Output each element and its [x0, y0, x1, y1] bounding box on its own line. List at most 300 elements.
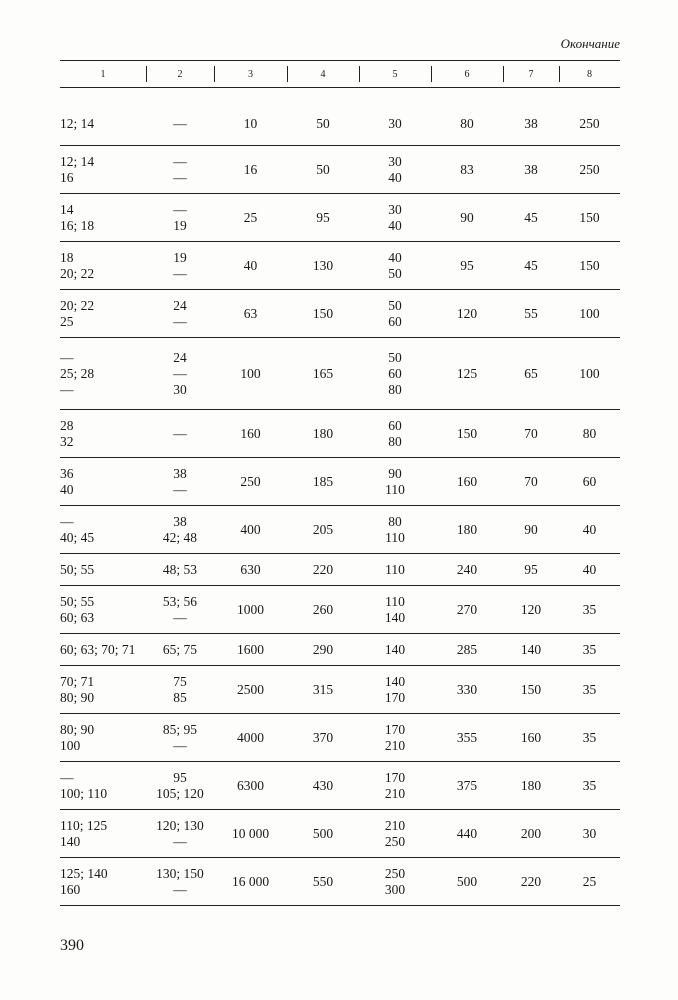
cell-line: —: [60, 769, 74, 785]
table-cell-col-8: [559, 666, 620, 714]
cell-line: 32: [60, 433, 74, 449]
table-cell-col-3: [214, 810, 287, 858]
cell-line: 42; 48: [162, 529, 198, 545]
table-cell-col-4: [287, 290, 359, 338]
cell-line: 260: [312, 601, 334, 617]
table-cell-col-3: [214, 506, 287, 554]
table-cell-col-5: [359, 290, 431, 338]
column-header-3: 3: [214, 61, 287, 88]
cell-line: 550: [312, 873, 334, 889]
cell-line: 500: [312, 825, 334, 841]
cell-line: —: [173, 313, 187, 329]
cell-line: 140: [384, 609, 406, 625]
cell-line: 100: [579, 305, 600, 321]
table-cell-col-7: [503, 586, 559, 634]
cell-line: 60; 63; 70; 71: [60, 641, 136, 657]
table-row: [60, 554, 620, 586]
cell-line: 38: [173, 513, 187, 529]
table-cell-col-5: [359, 194, 431, 242]
cell-line: 250: [384, 865, 406, 881]
table-cell-col-4: [287, 714, 359, 762]
table-cell-col-8: [559, 458, 620, 506]
cell-line: 160: [456, 473, 478, 489]
table-cell-col-1: [60, 714, 146, 762]
cell-line: 110: [385, 593, 405, 609]
table-cell-col-2: [146, 506, 214, 554]
cell-line: 80: [460, 115, 474, 131]
cell-line: —: [173, 153, 187, 169]
cell-line: 430: [312, 777, 334, 793]
cell-line: 185: [312, 473, 334, 489]
table-cell-col-2: [146, 762, 214, 810]
cell-line: 30: [173, 381, 187, 397]
cell-line: 30: [388, 115, 402, 131]
table-cell-col-4: [287, 810, 359, 858]
table-cell-col-3: [214, 338, 287, 410]
cell-line: 19: [173, 217, 187, 233]
cell-line: 120; 130: [156, 817, 204, 833]
table-row: [60, 506, 620, 554]
table-cell-col-7: [503, 634, 559, 666]
table-cell-col-5: [359, 88, 431, 146]
cell-line: 60: [388, 365, 402, 381]
cell-line: 170: [384, 721, 406, 737]
cell-line: 110: [385, 529, 405, 545]
table-cell-col-1: [60, 586, 146, 634]
cell-line: 210: [384, 785, 406, 801]
cell-line: 130: [312, 257, 334, 273]
cell-line: 24: [173, 297, 187, 313]
table-cell-col-1: [60, 194, 146, 242]
column-header-6: 6: [431, 61, 503, 88]
cell-line: 53; 56: [162, 593, 198, 609]
cell-line: 35: [582, 681, 597, 697]
table-cell-col-3: [214, 242, 287, 290]
table-cell-col-8: [559, 554, 620, 586]
table-cell-col-1: [60, 666, 146, 714]
column-header-4: 4: [287, 61, 359, 88]
cell-line: 80; 90: [60, 689, 95, 705]
table-cell-col-8: [559, 146, 620, 194]
table-cell-col-3: [214, 666, 287, 714]
table-cell-col-6: [431, 146, 503, 194]
cell-line: 40: [243, 257, 258, 273]
cell-line: 60; 63: [60, 609, 95, 625]
table-cell-col-4: [287, 858, 359, 906]
cell-line: 4000: [237, 729, 264, 745]
table-cell-col-7: [503, 410, 559, 458]
cell-line: 250: [579, 115, 600, 131]
cell-line: 40: [582, 561, 597, 577]
cell-line: 35: [582, 601, 597, 617]
cell-line: 630: [240, 561, 261, 577]
table-cell-col-6: [431, 506, 503, 554]
table-row: [60, 810, 620, 858]
table-cell-col-2: [146, 88, 214, 146]
table-row: [60, 634, 620, 666]
table-cell-col-5: [359, 338, 431, 410]
table-cell-col-6: [431, 858, 503, 906]
table-cell-col-4: [287, 146, 359, 194]
table-cell-col-7: [503, 88, 559, 146]
table-cell-col-7: [503, 714, 559, 762]
table-cell-col-5: [359, 554, 431, 586]
table-cell-col-5: [359, 242, 431, 290]
cell-line: 55: [524, 305, 538, 321]
column-header-2: 2: [146, 61, 214, 88]
cell-line: 16: [243, 161, 258, 177]
table-cell-col-7: [503, 666, 559, 714]
cell-line: 150: [520, 681, 542, 697]
table-row: [60, 458, 620, 506]
cell-line: 220: [312, 561, 334, 577]
cell-line: 110: [385, 481, 405, 497]
table-cell-col-2: [146, 338, 214, 410]
table-cell-col-5: [359, 458, 431, 506]
cell-line: 290: [312, 641, 334, 657]
cell-line: 40: [388, 217, 402, 233]
cell-line: 12; 14: [60, 115, 95, 131]
table-cell-col-8: [559, 714, 620, 762]
cell-line: 180: [312, 425, 334, 441]
cell-line: 24: [173, 349, 187, 365]
cell-line: 95: [460, 257, 474, 273]
cell-line: —: [173, 169, 187, 185]
cell-line: 80: [388, 433, 402, 449]
table-cell-col-3: [214, 88, 287, 146]
cell-line: 80; 90: [60, 721, 95, 737]
cell-line: 60: [388, 313, 402, 329]
cell-line: 300: [384, 881, 406, 897]
table-cell-col-1: [60, 762, 146, 810]
table-cell-col-3: [214, 586, 287, 634]
table-cell-col-2: [146, 242, 214, 290]
cell-line: 12; 14: [60, 153, 95, 169]
table-row: [60, 410, 620, 458]
cell-line: —: [173, 201, 187, 217]
table-cell-col-8: [559, 338, 620, 410]
cell-line: —: [60, 381, 74, 397]
table-row: [60, 714, 620, 762]
cell-line: 165: [312, 365, 334, 381]
cell-line: 440: [456, 825, 478, 841]
cell-line: 80: [582, 425, 597, 441]
table-cell-col-1: [60, 410, 146, 458]
table-row: [60, 194, 620, 242]
table-cell-col-7: [503, 458, 559, 506]
table-cell-col-7: [503, 554, 559, 586]
table-cell-col-2: [146, 554, 214, 586]
cell-line: 25: [582, 873, 597, 889]
cell-line: 500: [456, 873, 478, 889]
table-cell-col-1: [60, 290, 146, 338]
cell-line: 110; 125: [60, 817, 108, 833]
cell-line: 330: [456, 681, 478, 697]
cell-line: —: [173, 115, 187, 131]
table-cell-col-1: [60, 458, 146, 506]
column-header-1: 1: [60, 61, 146, 88]
table-cell-col-4: [287, 194, 359, 242]
table-cell-col-2: [146, 810, 214, 858]
cell-line: 10 000: [231, 825, 270, 841]
table-cell-col-4: [287, 634, 359, 666]
cell-line: —: [173, 365, 187, 381]
table-cell-col-8: [559, 88, 620, 146]
table-cell-col-5: [359, 146, 431, 194]
table-cell-col-7: [503, 242, 559, 290]
table-cell-col-4: [287, 410, 359, 458]
cell-line: —: [60, 513, 74, 529]
table-cell-col-1: [60, 634, 146, 666]
table-cell-col-1: [60, 810, 146, 858]
table-cell-col-4: [287, 506, 359, 554]
table-cell-col-5: [359, 858, 431, 906]
table-cell-col-8: [559, 634, 620, 666]
table-cell-col-2: [146, 194, 214, 242]
cell-line: 50; 55: [60, 593, 95, 609]
page-number: 390: [60, 937, 84, 954]
cell-line: 50: [388, 265, 402, 281]
table-cell-col-5: [359, 586, 431, 634]
cell-line: 270: [456, 601, 478, 617]
cell-line: —: [173, 265, 187, 281]
column-header-5: 5: [359, 61, 431, 88]
cell-line: 63: [243, 305, 258, 321]
cell-line: 50; 55: [60, 561, 95, 577]
cell-line: 125: [456, 365, 478, 381]
cell-line: 1600: [237, 641, 264, 657]
table-cell-col-7: [503, 290, 559, 338]
cell-line: 180: [520, 777, 542, 793]
cell-line: 14: [60, 201, 74, 217]
cell-line: 250: [579, 161, 600, 177]
table-row: [60, 242, 620, 290]
cell-line: 30: [388, 201, 402, 217]
table-cell-col-6: [431, 410, 503, 458]
table-cell-col-3: [214, 714, 287, 762]
table-body: [60, 88, 620, 906]
cell-line: 40: [388, 249, 402, 265]
cell-line: 20; 22: [60, 297, 95, 313]
cell-line: 110: [385, 561, 405, 577]
table-cell-col-5: [359, 762, 431, 810]
cell-line: 65; 75: [162, 641, 198, 657]
table-cell-col-8: [559, 586, 620, 634]
cell-line: 170: [384, 689, 406, 705]
cell-line: 210: [384, 737, 406, 753]
table-cell-col-3: [214, 762, 287, 810]
cell-line: 120: [456, 305, 478, 321]
table-cell-col-6: [431, 762, 503, 810]
cell-line: 160: [520, 729, 542, 745]
cell-line: 70: [524, 425, 538, 441]
table-cell-col-3: [214, 554, 287, 586]
cell-line: 370: [312, 729, 334, 745]
cell-line: 100; 110: [60, 785, 108, 801]
cell-line: 140: [60, 833, 81, 849]
table-cell-col-2: [146, 290, 214, 338]
cell-line: 70: [524, 473, 538, 489]
table-cell-col-4: [287, 338, 359, 410]
table-cell-col-2: [146, 634, 214, 666]
cell-line: 38: [173, 465, 187, 481]
cell-line: 1000: [237, 601, 264, 617]
cell-line: 120: [520, 601, 542, 617]
cell-line: 75: [173, 673, 187, 689]
table-cell-col-6: [431, 88, 503, 146]
cell-line: 250: [384, 833, 406, 849]
table-cell-col-4: [287, 458, 359, 506]
table-cell-col-7: [503, 810, 559, 858]
cell-line: 25; 28: [60, 365, 95, 381]
cell-line: 400: [240, 521, 261, 537]
cell-line: 90: [388, 465, 402, 481]
cell-line: 40: [60, 481, 74, 497]
table-cell-col-1: [60, 242, 146, 290]
table-cell-col-2: [146, 458, 214, 506]
cell-line: 45: [524, 209, 538, 225]
table-cell-col-2: [146, 858, 214, 906]
table-row: [60, 146, 620, 194]
table-cell-col-3: [214, 194, 287, 242]
cell-line: 35: [582, 777, 597, 793]
table-cell-col-1: [60, 88, 146, 146]
table-row: [60, 88, 620, 146]
table-cell-col-7: [503, 762, 559, 810]
cell-line: 100: [60, 737, 81, 753]
table-cell-col-3: [214, 410, 287, 458]
table-cell-col-8: [559, 290, 620, 338]
cell-line: 50: [388, 297, 402, 313]
table-cell-col-3: [214, 290, 287, 338]
cell-line: 45: [524, 257, 538, 273]
cell-line: 16: [60, 169, 74, 185]
cell-line: 10: [243, 115, 258, 131]
cell-line: 80: [388, 381, 402, 397]
table-cell-col-8: [559, 194, 620, 242]
cell-line: 30: [388, 153, 402, 169]
table-cell-col-4: [287, 554, 359, 586]
table-cell-col-5: [359, 714, 431, 762]
cell-line: —: [173, 881, 187, 897]
cell-line: 35: [582, 641, 597, 657]
table-cell-col-4: [287, 586, 359, 634]
table-cell-col-7: [503, 338, 559, 410]
table-cell-col-8: [559, 762, 620, 810]
table-cell-col-5: [359, 410, 431, 458]
cell-line: 40; 45: [60, 529, 95, 545]
cell-line: 250: [240, 473, 261, 489]
cell-line: 315: [312, 681, 334, 697]
table-cell-col-2: [146, 586, 214, 634]
table-cell-col-8: [559, 506, 620, 554]
table-cell-col-8: [559, 410, 620, 458]
cell-line: 240: [456, 561, 478, 577]
cell-line: 140: [520, 641, 542, 657]
table-cell-col-8: [559, 810, 620, 858]
cell-line: 90: [460, 209, 474, 225]
cell-line: 85: [173, 689, 187, 705]
table-cell-col-7: [503, 506, 559, 554]
cell-line: 140: [384, 673, 406, 689]
cell-line: 38: [524, 161, 538, 177]
cell-line: 50: [316, 161, 330, 177]
cell-line: 95: [316, 209, 330, 225]
table-cell-col-6: [431, 714, 503, 762]
cell-line: 100: [579, 365, 600, 381]
cell-line: 2500: [237, 681, 264, 697]
table-cell-col-4: [287, 88, 359, 146]
cell-line: 16 000: [231, 873, 270, 889]
cell-line: 140: [384, 641, 406, 657]
cell-line: —: [173, 425, 187, 441]
cell-line: 40: [388, 169, 402, 185]
table-row: [60, 586, 620, 634]
cell-line: 95: [524, 561, 538, 577]
table-row: [60, 338, 620, 410]
cell-line: 375: [456, 777, 478, 793]
table-cell-col-6: [431, 554, 503, 586]
cell-line: 18: [60, 249, 74, 265]
cell-line: 150: [456, 425, 478, 441]
table-cell-col-3: [214, 146, 287, 194]
table-cell-col-6: [431, 242, 503, 290]
table-cell-col-6: [431, 458, 503, 506]
cell-line: 20; 22: [60, 265, 95, 281]
cell-line: 210: [384, 817, 406, 833]
cell-line: 160: [60, 881, 81, 897]
cell-line: 65: [524, 365, 538, 381]
column-header-7: 7: [503, 61, 559, 88]
cell-line: 48; 53: [162, 561, 198, 577]
table-cell-col-6: [431, 634, 503, 666]
table-cell-col-4: [287, 242, 359, 290]
table-cell-col-3: [214, 858, 287, 906]
cell-line: 50: [388, 349, 402, 365]
cell-line: —: [173, 737, 187, 753]
cell-line: 150: [579, 257, 600, 273]
cell-line: 6300: [237, 777, 264, 793]
table-cell-col-4: [287, 762, 359, 810]
table-cell-col-1: [60, 858, 146, 906]
cell-line: 60: [582, 473, 597, 489]
table-cell-col-6: [431, 666, 503, 714]
cell-line: 25: [243, 209, 258, 225]
cell-line: 220: [520, 873, 542, 889]
table-cell-col-7: [503, 146, 559, 194]
cell-line: 60: [388, 417, 402, 433]
table-cell-col-2: [146, 410, 214, 458]
table-cell-col-6: [431, 290, 503, 338]
cell-line: 285: [456, 641, 478, 657]
cell-line: 130; 150: [156, 865, 204, 881]
cell-line: 170: [384, 769, 406, 785]
table-cell-col-1: [60, 146, 146, 194]
table-cell-col-8: [559, 858, 620, 906]
table-row: [60, 762, 620, 810]
table-row: [60, 290, 620, 338]
table-cell-col-1: [60, 554, 146, 586]
cell-line: 180: [456, 521, 478, 537]
table-cell-col-8: [559, 242, 620, 290]
table-cell-col-3: [214, 458, 287, 506]
table-cell-col-5: [359, 506, 431, 554]
table-cell-col-7: [503, 194, 559, 242]
cell-line: 35: [582, 729, 597, 745]
table-cell-col-3: [214, 634, 287, 666]
cell-line: 25: [60, 313, 74, 329]
table-cell-col-7: [503, 858, 559, 906]
